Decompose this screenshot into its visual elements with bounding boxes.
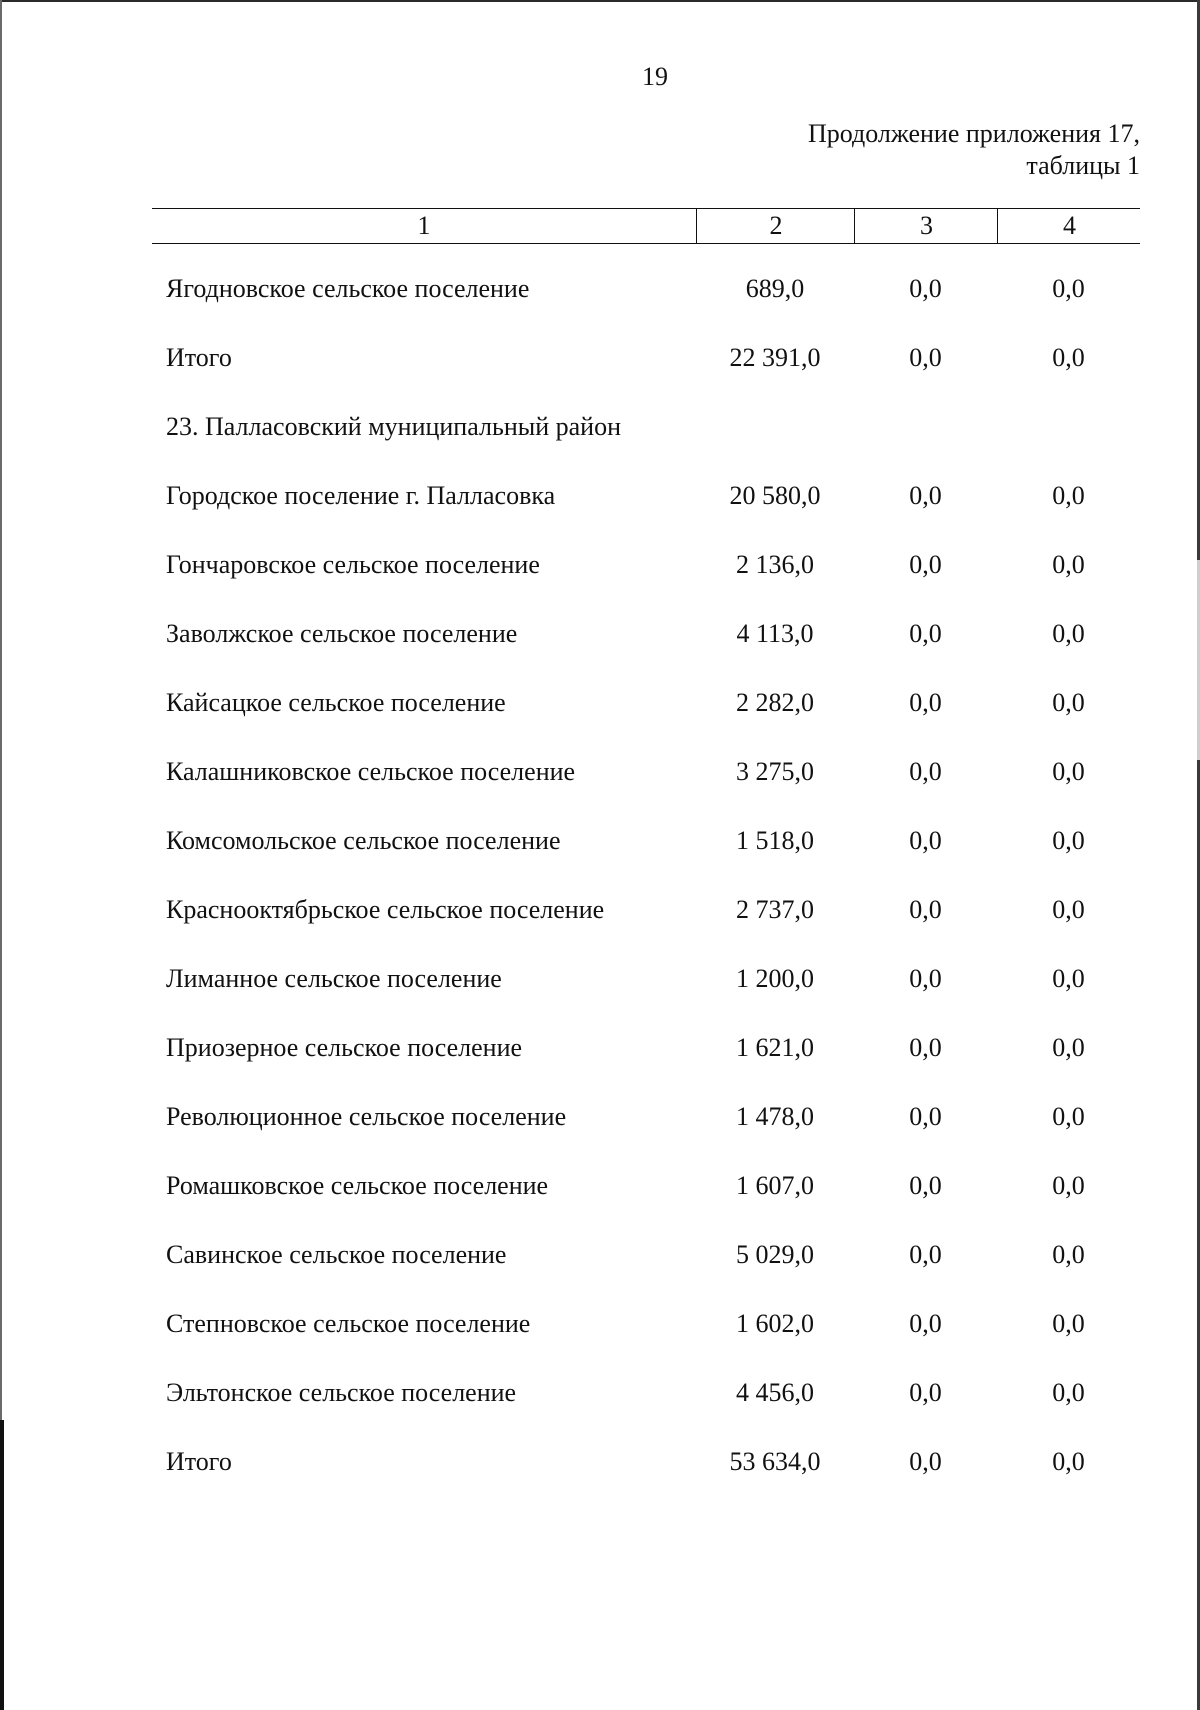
row-value-col3: 0,0 [909,550,942,579]
scan-edge-top [0,0,1200,2]
table-row [152,1291,1140,1360]
row-value-col2: 2 737,0 [736,895,814,924]
table-row [152,532,1140,601]
row-value-col4: 0,0 [1052,1378,1085,1407]
data-table [152,208,1140,1498]
row-value-col4: 0,0 [1052,550,1085,579]
table-row [152,601,1140,670]
column-header-1: 1 [417,211,431,240]
row-name-cell: Ромашковское сельское поселение [166,1171,549,1200]
row-value-col4: 0,0 [1052,964,1085,993]
row-value-col4: 0,0 [1052,1447,1085,1476]
row-name-cell: Итого [166,1447,232,1476]
row-value-col2: 689,0 [745,274,805,303]
row-value-col2: 22 391,0 [729,343,821,372]
row-name-cell: Калашниковское сельское поселение [166,757,576,786]
row-name-cell: 23. Палласовский муниципальный район [166,412,621,441]
row-name-cell: Краснооктябрьское сельское поселение [166,895,605,924]
row-value-col3: 0,0 [909,274,942,303]
row-name-cell: Кайсацкое сельское поселение [166,688,506,717]
row-value-col2: 4 456,0 [736,1378,814,1407]
row-name-cell: Заволжское сельское поселение [166,619,518,648]
row-value-col4: 0,0 [1052,895,1085,924]
table-row [152,1429,1140,1498]
row-value-col3: 0,0 [909,1033,942,1062]
row-value-col4: 0,0 [1052,1240,1085,1269]
row-value-col3: 0,0 [909,343,942,372]
row-value-col3: 0,0 [909,1171,942,1200]
table-row [152,1222,1140,1291]
row-value-col4: 0,0 [1052,1171,1085,1200]
row-value-col4: 0,0 [1052,757,1085,786]
table-row [152,463,1140,532]
page-number: 19 [642,62,668,91]
row-value-col4: 0,0 [1052,688,1085,717]
table-row [152,394,1140,463]
row-value-col3: 0,0 [909,1309,942,1338]
row-value-col2: 2 282,0 [736,688,814,717]
row-value-col2: 1 518,0 [736,826,814,855]
row-value-col3: 0,0 [909,619,942,648]
row-value-col3: 0,0 [909,481,942,510]
row-value-col2: 2 136,0 [736,550,814,579]
continuation-line-1: Продолжение приложения 17, [807,119,1140,148]
row-name-cell: Савинское сельское поселение [166,1240,507,1269]
column-header-4: 4 [997,209,1141,243]
table-row [152,1360,1140,1429]
row-value-col3: 0,0 [909,1447,942,1476]
row-name-cell: Гончаровское сельское поселение [166,550,540,579]
row-name-cell: Комсомольское сельское поселение [166,826,561,855]
row-value-col2: 1 602,0 [736,1309,814,1338]
row-value-col3: 0,0 [909,757,942,786]
row-value-col2: 4 113,0 [736,619,814,648]
row-name-cell: Эльтонское сельское поселение [166,1378,517,1407]
row-value-col2: 53 634,0 [729,1447,821,1476]
row-value-col4: 0,0 [1052,343,1085,372]
table-row [152,1153,1140,1222]
row-value-col3: 0,0 [909,1102,942,1131]
row-value-col4: 0,0 [1052,274,1085,303]
row-value-col2: 1 621,0 [736,1033,814,1062]
continuation-line-2: таблицы 1 [1026,151,1140,180]
row-name-cell: Лиманное сельское поселение [166,964,502,993]
column-header-3: 3 [854,209,998,243]
row-value-col4: 0,0 [1052,1102,1085,1131]
table-row [152,808,1140,877]
row-value-col4: 0,0 [1052,826,1085,855]
continuation-note [808,118,1140,182]
row-name-cell: Степновское сельское поселение [166,1309,531,1338]
table-row [152,670,1140,739]
table-row [152,325,1140,394]
table-header-row [152,208,1140,244]
table-row [152,256,1140,325]
row-name-cell: Революционное сельское поселение [166,1102,567,1131]
row-value-col2: 5 029,0 [736,1240,814,1269]
row-value-col3: 0,0 [909,964,942,993]
table-row [152,1084,1140,1153]
row-value-col2: 1 607,0 [736,1171,814,1200]
column-header-2: 2 [696,209,855,243]
row-value-col4: 0,0 [1052,619,1085,648]
row-value-col3: 0,0 [909,895,942,924]
row-name-cell: Приозерное сельское поселение [166,1033,523,1062]
table-body [152,256,1140,1498]
table-row [152,877,1140,946]
row-value-col3: 0,0 [909,1378,942,1407]
row-name-cell: Ягодновское сельское поселение [166,274,530,303]
row-value-col2: 3 275,0 [736,757,814,786]
row-name-cell: Итого [166,343,232,372]
row-name-cell: Городское поселение г. Палласовка [166,481,556,510]
row-value-col2: 20 580,0 [729,481,821,510]
row-value-col2: 1 478,0 [736,1102,814,1131]
row-value-col3: 0,0 [909,826,942,855]
table-row [152,946,1140,1015]
table-row [152,1015,1140,1084]
table-row [152,739,1140,808]
row-value-col4: 0,0 [1052,481,1085,510]
row-value-col2: 1 200,0 [736,964,814,993]
row-value-col3: 0,0 [909,688,942,717]
row-value-col4: 0,0 [1052,1309,1085,1338]
row-value-col4: 0,0 [1052,1033,1085,1062]
row-value-col3: 0,0 [909,1240,942,1269]
scan-edge-left-shadow [0,1420,4,1710]
